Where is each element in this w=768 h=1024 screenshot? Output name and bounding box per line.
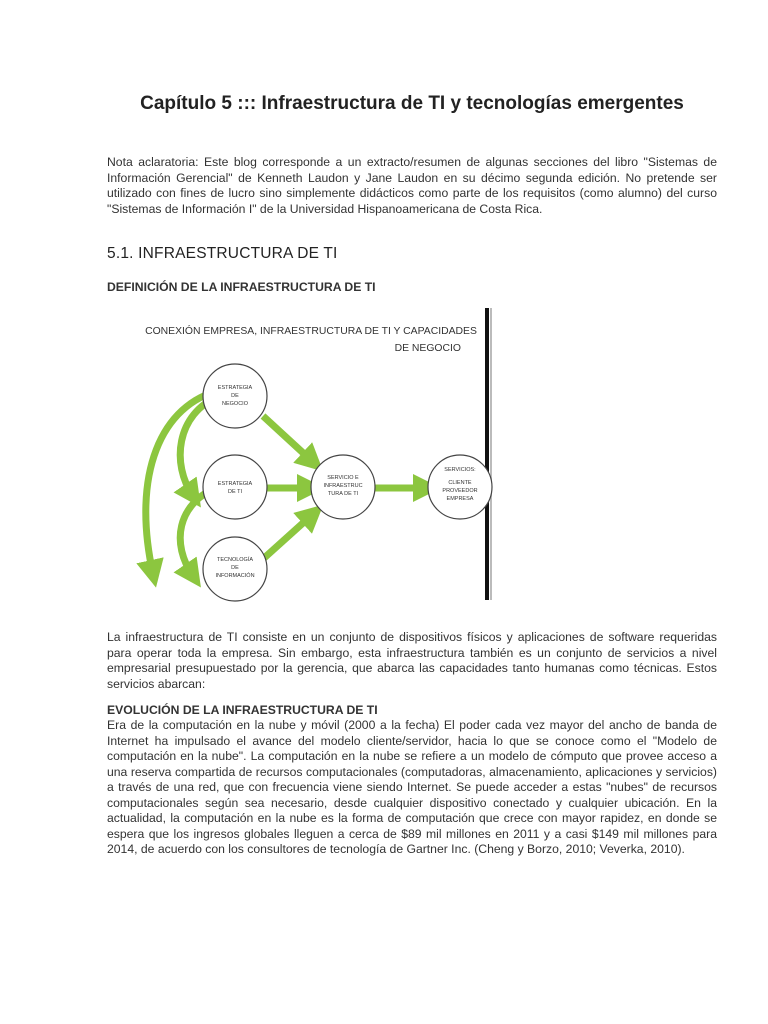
diagram-title-line2: DE NEGOCIO: [394, 343, 461, 354]
svg-text:DE TI: DE TI: [228, 489, 242, 495]
svg-text:ESTRATEGIA: ESTRATEGIA: [217, 385, 253, 391]
node-information-technology: [203, 537, 267, 601]
svg-text:NEGOCIO: NEGOCIO: [222, 401, 248, 407]
svg-text:DE: DE: [231, 393, 239, 399]
diagram-title-line1: CONEXIÓN EMPRESA, INFRAESTRUCTURA DE TI Y CAPACIDADES: [145, 326, 477, 337]
svg-text:TURA DE TI: TURA DE TI: [327, 491, 359, 497]
arrow-strategy-to-services: [263, 416, 313, 462]
node-business-strategy: [203, 364, 267, 428]
svg-text:EMPRESA: EMPRESA: [446, 496, 474, 502]
svg-text:INFORMACIÓN: INFORMACIÓN: [215, 573, 255, 579]
svg-text:SERVICIO E: SERVICIO E: [327, 475, 359, 481]
svg-text:SERVICIOS:: SERVICIOS:: [444, 467, 476, 473]
section-heading: 5.1. INFRAESTRUCTURA DE TI: [107, 245, 338, 262]
arrow-tech-to-services: [263, 514, 313, 559]
svg-text:DE: DE: [231, 565, 239, 571]
disclaimer-note: Nota aclaratoria: Este blog corresponde a un extracto/resumen de algunas secciones del libro "Sistemas de Información Gerencial" de Kenneth Laudon y Jane Laudon en su décimo segunda edición. No pretende ser utilizado con fines de lucro sino simplemente didácticos como parte de los requisitos (como alumno) del curso "Sistemas de Información I" de la Universidad Hispanoamericana de Costa Rica.: [107, 155, 717, 216]
infrastructure-diagram: [121, 304, 503, 604]
node-customer-services: [428, 455, 492, 519]
node-it-strategy: [203, 455, 267, 519]
svg-text:CLIENTE: CLIENTE: [448, 480, 472, 486]
svg-text:INFRAESTRUC: INFRAESTRUC: [323, 483, 363, 489]
svg-text:TECNOLOGÍA: TECNOLOGÍA: [216, 557, 254, 563]
subheading-definition: DEFINICIÓN DE LA INFRAESTRUCTURA DE TI: [107, 280, 376, 294]
definition-paragraph: La infraestructura de TI consiste en un conjunto de dispositivos físicos y aplicaciones de software requeridas para operar toda la empresa. Sin embargo, esta infraestructura también es un conjunto de servicios a nivel empresarial presupuestado por la gerencia, que abarca las capacidades tanto humanas como técnicas. Estos servicios abarcan:: [107, 630, 717, 691]
evolution-paragraph: Era de la computación en la nube y móvil (2000 a la fecha) El poder cada vez mayor del ancho de banda de Internet ha impulsado el avance del modelo cliente/servidor, hacia lo que se conoce como el "Modelo de computación en la nube". La computación en la nube se refiere a un modelo de cómputo que provee acceso a una reserva compartida de recursos computacionales (computadoras, almacenamiento, aplicaciones y servicios) a través de una red, que con frecuencia viene siendo Internet. Se puede acceder a estas "nubes" de recursos computacionales según sea necesario, desde cualquier dispositivo conectado y cualquier ubicación. En la actualidad, la computación en la nube es la forma de computación que crece con mayor rapidez, en donde se espera que los ingresos globales lleguen a cerca de $89 mil millones en 2011 y a casi $149 mil millones para 2014, de acuerdo con los consultores de tecnología de Gartner Inc. (Cheng y Borzo, 2010; Veverka, 2010).: [107, 718, 717, 856]
diagram-border-bar: [485, 308, 489, 600]
node-it-services: [311, 455, 375, 519]
svg-text:ESTRATEGIA: ESTRATEGIA: [217, 481, 253, 487]
svg-text:PROVEEDOR: PROVEEDOR: [442, 488, 478, 494]
subheading-evolution: EVOLUCIÓN DE LA INFRAESTRUCTURA DE TI: [107, 703, 378, 717]
page-title: Capítulo 5 ::: Infraestructura de TI y tecnologías emergentes: [140, 93, 684, 114]
